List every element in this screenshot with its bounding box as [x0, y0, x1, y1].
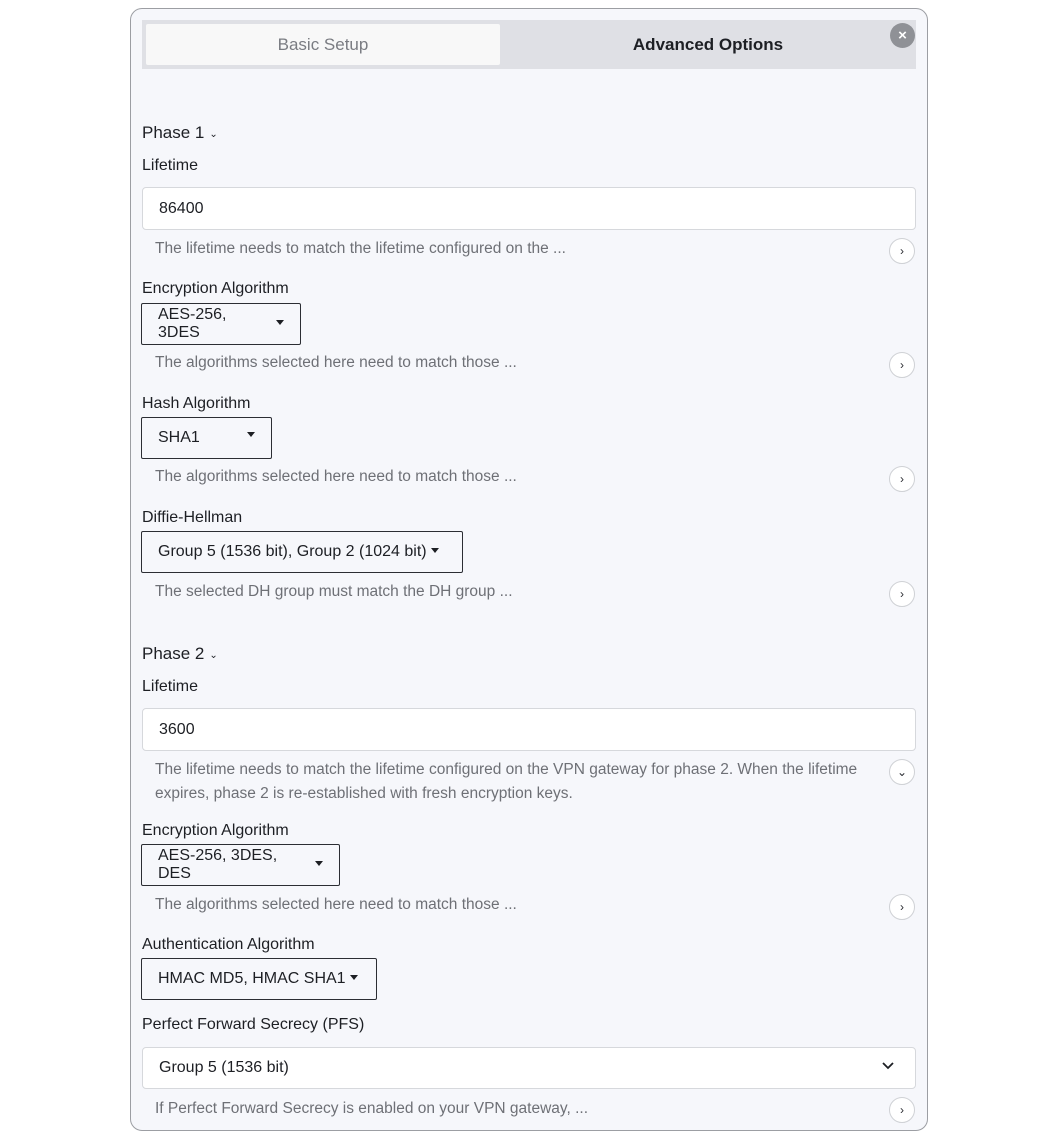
tab-advanced-options[interactable]: Advanced Options — [632, 34, 784, 54]
phase1-lifetime-input[interactable]: 86400 — [142, 187, 916, 230]
caret-down-icon — [276, 320, 284, 325]
phase1-encryption-dropdown[interactable] — [141, 303, 301, 345]
caret-down-icon — [431, 548, 439, 553]
phase2-pfs-value: Group 5 (1536 bit) — [159, 1059, 289, 1076]
phase1-encryption-help: The algorithms selected here need to match those ... — [155, 354, 517, 371]
advanced-options-panel — [130, 8, 928, 1131]
phase1-hash-value: SHA1 — [158, 429, 200, 446]
phase2-auth-dropdown[interactable] — [141, 958, 377, 1000]
phase2-encryption-label: Encryption Algorithm — [142, 822, 289, 839]
phase2-lifetime-help: The lifetime needs to match the lifetime configured on the VPN gateway for phase 2. When the lifetime expires, phase 2 is re-established with fresh encryption keys. — [155, 761, 858, 802]
chevron-right-icon[interactable]: › — [889, 894, 915, 920]
chevron-right-icon[interactable]: › — [889, 581, 915, 607]
phase1-title: Phase 1 — [142, 123, 205, 142]
chevron-right-icon[interactable]: › — [889, 1097, 915, 1123]
chevron-right-icon[interactable]: › — [889, 466, 915, 492]
chevron-right-icon[interactable]: › — [889, 352, 915, 378]
chevron-down-icon: ⌄ — [209, 128, 218, 140]
chevron-down-icon: ⌄ — [209, 649, 218, 661]
phase2-lifetime-label: Lifetime — [142, 678, 199, 695]
phase1-hash-dropdown[interactable] — [141, 417, 272, 459]
phase1-dh-label: Diffie-Hellman — [142, 509, 243, 526]
phase1-dh-help: The selected DH group must match the DH group ... — [155, 583, 513, 600]
phase1-encryption-label: Encryption Algorithm — [142, 280, 289, 297]
caret-down-icon — [350, 975, 358, 980]
phase2-auth-label: Authentication Algorithm — [142, 936, 315, 953]
phase2-lifetime-input[interactable]: 3600 — [142, 708, 916, 751]
phase2-auth-value: HMAC MD5, HMAC SHA1 — [158, 970, 346, 987]
phase2-title: Phase 2 — [142, 644, 205, 663]
phase1-hash-help: The algorithms selected here need to match those ... — [155, 468, 517, 485]
phase2-encryption-dropdown[interactable] — [141, 844, 340, 886]
tab-bar — [142, 20, 916, 69]
caret-down-icon — [315, 861, 323, 866]
tab-basic-setup[interactable]: Basic Setup — [146, 24, 500, 65]
caret-down-icon — [247, 432, 255, 437]
chevron-right-icon[interactable]: › — [889, 238, 915, 264]
phase1-lifetime-help: The lifetime needs to match the lifetime configured on the ... — [155, 240, 566, 257]
close-icon[interactable]: × — [890, 23, 915, 48]
chevron-down-icon — [881, 1059, 895, 1073]
phase2-encryption-help: The algorithms selected here need to match those ... — [155, 896, 517, 913]
phase1-dh-value: Group 5 (1536 bit), Group 2 (1024 bit) — [158, 543, 427, 560]
phase2-pfs-select[interactable] — [142, 1047, 916, 1089]
phase2-toggle[interactable] — [142, 644, 218, 664]
phase2-pfs-help: If Perfect Forward Secrecy is enabled on your VPN gateway, ... — [155, 1100, 589, 1117]
phase2-pfs-label: Perfect Forward Secrecy (PFS) — [142, 1016, 365, 1033]
chevron-down-icon[interactable]: ⌄ — [889, 759, 915, 785]
phase1-toggle[interactable] — [142, 123, 218, 143]
phase1-lifetime-label: Lifetime — [142, 157, 199, 174]
phase2-encryption-value: AES-256, 3DES, DES — [158, 847, 278, 882]
phase1-encryption-value: AES-256, 3DES — [158, 306, 227, 341]
phase1-hash-label: Hash Algorithm — [142, 395, 251, 412]
phase1-dh-dropdown[interactable] — [141, 531, 463, 573]
